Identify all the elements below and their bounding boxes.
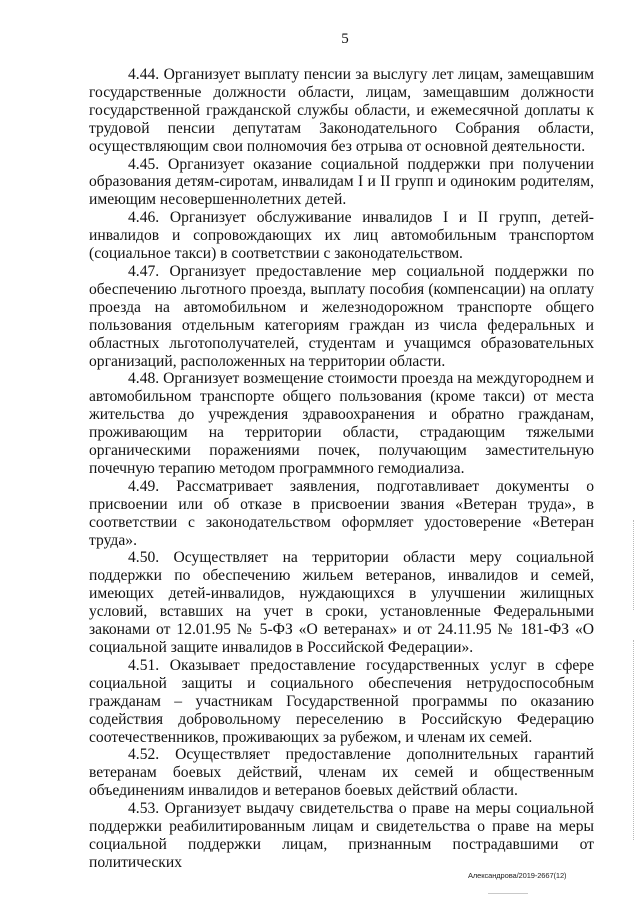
paragraph-4-45: 4.45. Организует оказание социальной поддержки при получении образования детям-сиротам, инвалидам I и II групп и одиноким родителям, имеющим несовершеннолетних детей. [89, 155, 594, 209]
scan-edge-dots [632, 520, 634, 610]
paragraph-4-53: 4.53. Организует выдачу свидетельства о праве на меры социальной поддержки реабилитированным лицам и свидетельства о праве на меры социальной поддержки лицам, признанным пострадавшими от политических [89, 800, 594, 871]
document-body [89, 66, 594, 872]
paragraph-4-47: 4.47. Организует предоставление мер социальной поддержки по обеспечению льготного проезда, выплату пособия (компенсации) на оплату проезда на автомобильном и железнодорожном транспорте общего пользования отдельным категориям граждан из числа федеральных и областных льготополучателей, студентам и учащимся образовательных организаций, расположенных на территории области. [89, 262, 594, 370]
document-registration-code: Александрова/2019-2667(12) [468, 871, 567, 880]
paragraph-4-44: 4.44. Организует выплату пенсии за выслугу лет лицам, замещавшим государственные должности области, лицам, замещавшим должности государственной гражданской службы области, и ежемесячной доплаты к трудовой пенсии депутатам Законодательного Собрания области, осуществляющим свои полномочия без отрыва от основной деятельности. [89, 66, 594, 155]
scan-edge-dots [632, 640, 634, 840]
paragraph-4-52: 4.52. Осуществляет предоставление дополнительных гарантий ветеранам боевых действий, членам их семей и общественным объединениям инвалидов и ветеранов боевых действий области. [89, 746, 594, 800]
paragraph-4-51: 4.51. Оказывает предоставление государственных услуг в сфере социальной защиты и социального обеспечения нетрудоспособным гражданам – участникам Государственной программы по оказанию содействия добровольному переселению в Российскую Федерацию соотечественников, проживающих за рубежом, и членам их семей. [89, 656, 594, 746]
paragraph-4-49: 4.49. Рассматривает заявления, подготавливает документы о присвоении или об отказе в присвоении звания «Ветеран труда», в соответствии с законодательством оформляет удостоверение «Ветеран труда». [89, 477, 594, 549]
paragraph-4-46: 4.46. Организует обслуживание инвалидов I и II групп, детей-инвалидов и сопровождающих их лиц автомобильным транспортом (социальное такси) в соответствии с законодательством. [89, 209, 594, 263]
page-number: 5 [341, 31, 349, 47]
paragraph-4-50: 4.50. Осуществляет на территории области меру социальной поддержки по обеспечению жильем ветеранов, инвалидов и семей, имеющих детей-инвалидов, нуждающихся в улучшении жилищных условий, вставших на учет в сроки, установленные Федеральными законами от 12.01.95 № 5-ФЗ «О ветеранах» и от 24.11.95 № 181-ФЗ «О социальной защите инвалидов в Российской Федерации». [89, 549, 594, 656]
paragraph-4-48: 4.48. Организует возмещение стоимости проезда на междугороднем и автомобильном транспорте общего пользования (кроме такси) от места жительства до учреждения здравоохранения и обратно гражданам, проживающим на территории области, страдающим тяжелыми органическими поражениями почек, получающим заместительную почечную терапию методом программного гемодиализа. [89, 370, 594, 477]
scan-bottom-mark [488, 893, 528, 894]
